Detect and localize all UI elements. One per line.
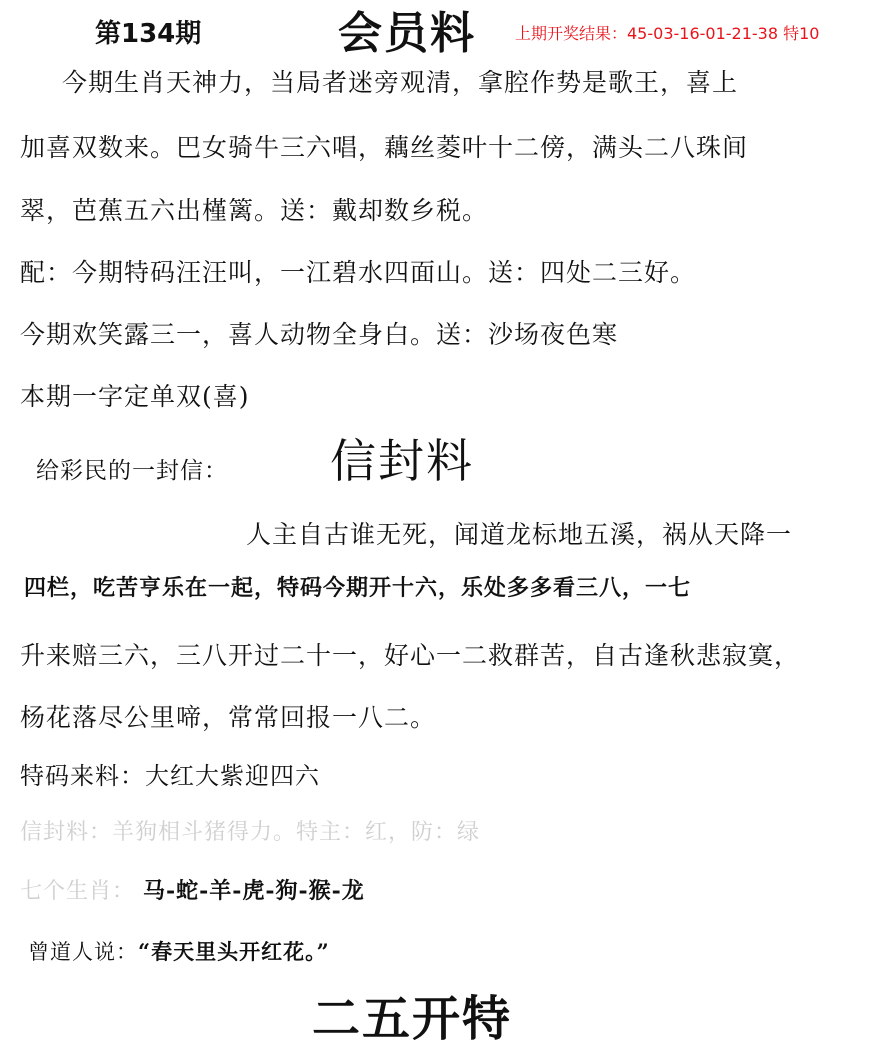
- letter-text-line: 升来赔三六，三八开过二十一，好心一二救群苦，自古逢秋悲寂寞，: [20, 641, 801, 670]
- zodiac-list: 马-蛇-羊-虎-狗-猴-龙: [143, 878, 365, 904]
- footer-title: 二五开特: [312, 991, 513, 1047]
- zodiac-line: [20, 880, 365, 903]
- saying-text: “春天里头开红花。”: [138, 939, 330, 964]
- member-text-line: 今期生肖天神力，当局者迷旁观清，拿腔作势是歌王，喜上: [62, 68, 739, 97]
- letter-text-line: 四栏，吃苦亨乐在一起，特码今期开十六，乐处多多看三八，一七: [24, 575, 692, 601]
- issue-number: 第134期: [95, 19, 202, 49]
- member-text-line: 翠，芭蕉五六出槿篱。送：戴却数乡税。: [20, 196, 489, 225]
- special-code-line: 特码来料：大红大紫迎四六: [20, 762, 320, 790]
- saying-line: [28, 941, 330, 963]
- saying-label: 曾道人说：: [28, 940, 138, 964]
- letter-text-line: 杨花落尽公里啼，常常回报一八二。: [20, 703, 437, 732]
- member-text-line: 配：今期特码汪汪叫，一江碧水四面山。送：四处二三好。: [20, 258, 697, 287]
- member-text-line: 今期欢笑露三一，喜人动物全身白。送：沙场夜色寒: [20, 320, 619, 349]
- letter-text-line: 人主自古谁无死，闻道龙标地五溪，祸从天降一: [246, 520, 793, 549]
- member-text-line: 本期一字定单双(喜): [20, 382, 250, 411]
- letter-title: 信封料: [330, 434, 474, 488]
- page-title: 会员料: [338, 8, 476, 59]
- faded-envelope-line: 信封料：羊狗相斗猪得力。特主：红，防：绿: [20, 820, 481, 845]
- member-text-line: 加喜双数来。巴女骑牛三六唱，藕丝菱叶十二傍，满头二八珠间: [20, 133, 749, 162]
- last-draw-result: 上期开奖结果：45-03-16-01-21-38 特10: [515, 24, 820, 43]
- zodiac-label: 七个生肖：: [20, 879, 136, 904]
- letter-greeting: 给彩民的一封信：: [36, 458, 228, 484]
